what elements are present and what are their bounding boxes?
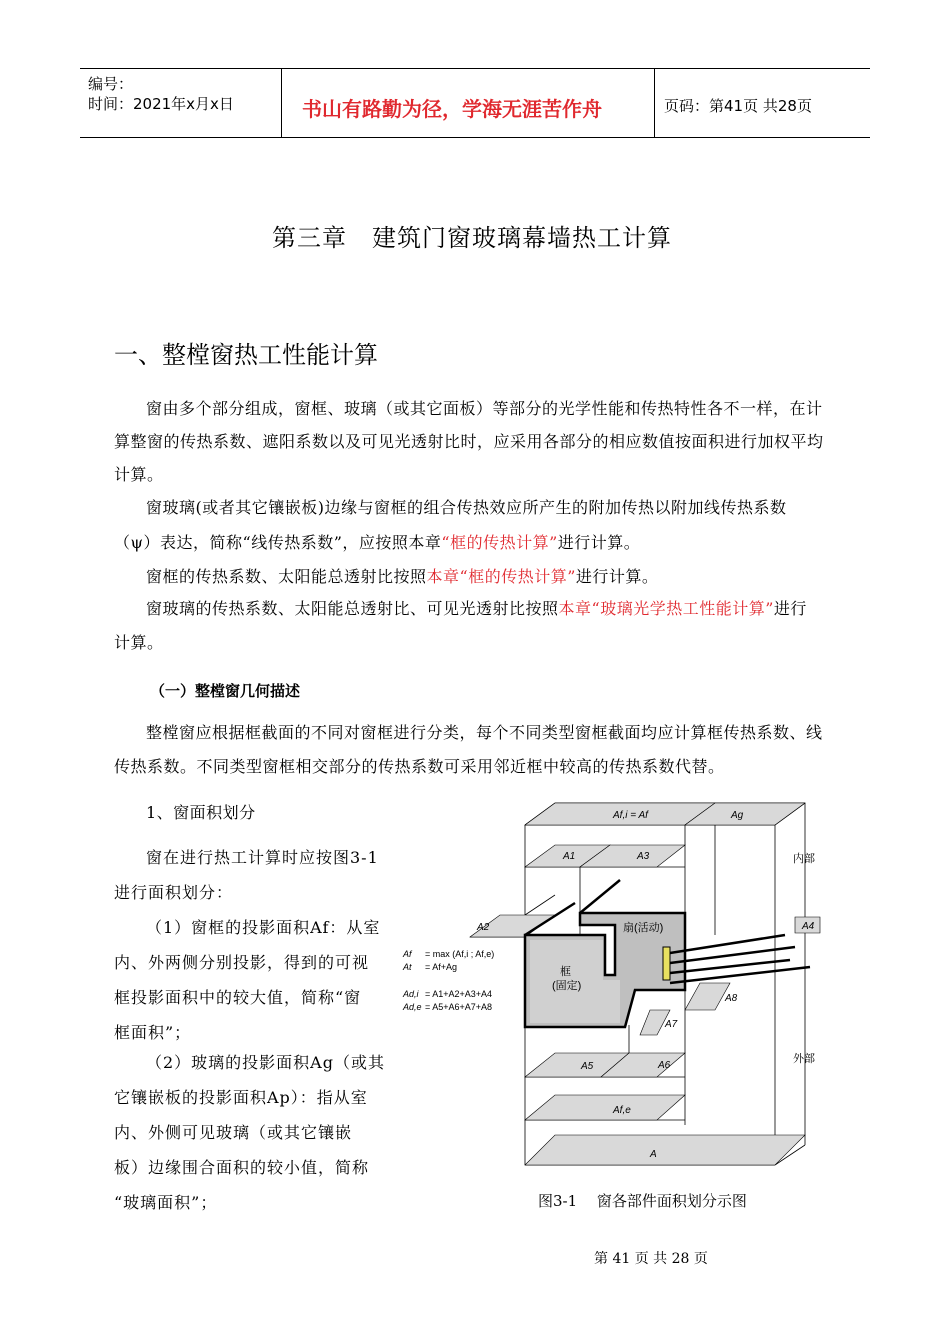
paragraph-line [146,592,807,625]
label-a8: A8 [725,993,738,1004]
time-label: 时间：2021年x月x日 [88,95,234,113]
paragraph-line: 算整窗的传热系数、遮阳系数以及可见光透射比时，应采用各部分的相应数值按面积进行加权平均 [114,432,824,451]
paragraph-text: 进行 [773,599,807,618]
paragraph-line: 计算。 [114,465,164,484]
label-a4: A4 [802,921,815,932]
left-column-line: （1）窗框的投影面积Af：从室 [146,918,381,937]
label-inside: 内部 [793,853,815,865]
section-title: 一、整樘窗热工性能计算 [114,341,378,369]
eq3-right: = A1+A2+A3+A4 [425,989,493,999]
label-a6: A6 [658,1060,671,1071]
left-column-line: （2）玻璃的投影面积Ag（或其 [146,1053,385,1072]
label-a7: A7 [665,1019,678,1030]
eq4-left: Ad,e [403,1002,422,1012]
paragraph-text: 进行计算。 [557,533,641,552]
frame-section [525,880,810,1027]
eq2-left: At [403,962,412,972]
eq4-right: = A5+A6+A7+A8 [425,1002,493,1012]
paragraph-line: 窗由多个部分组成，窗框、玻璃（或其它面板）等部分的光学性能和传热特性各不一样，在计 [146,399,823,418]
figure-caption: 图3-1 窗各部件面积划分示图 [538,1192,747,1210]
page-footer: 第 41 页 共 28 页 [594,1251,708,1267]
left-column-line: 进行面积划分： [114,883,234,902]
header-table [80,68,870,138]
paragraph-line [114,526,640,559]
label-afi: Af,i = Af [613,810,648,821]
eq3-left: Ad,i [403,989,419,999]
paragraph-line: 窗玻璃(或者其它镶嵌板)边缘与窗框的组合传热效应所产生的附加传热以附加线传热系数 [146,498,787,517]
motto: 书山有路勤为径，学海无涯苦作舟 [302,97,602,121]
label-afe: Af,e [613,1105,631,1116]
left-column-line: 框投影面积中的较大值，简称“窗 [114,988,362,1007]
left-column-line: 板）边缘围合面积的较小值，简称 [114,1158,370,1177]
red-reference: 本章“玻璃光学热工性能计算” [558,599,774,618]
label-outside: 外部 [793,1053,815,1065]
paragraph-text: 窗玻璃的传热系数、太阳能总透射比、可见光透射比按照 [146,599,559,618]
paragraph-line: 计算。 [114,633,164,652]
label-a1: A1 [563,851,576,862]
label-frame-fixed: (固定) [552,980,582,992]
left-column-line: 框面积”； [114,1023,192,1042]
header-divider [281,69,282,137]
label-ag: Ag [731,810,744,821]
left-column-line: 它镶嵌板的投影面积Ap）：指从室 [114,1088,368,1107]
label-a2: A2 [477,922,490,933]
left-column-line: 窗在进行热工计算时应按图3-1 [146,848,379,867]
subsection-title: （一）整樘窗几何描述 [150,682,301,700]
left-column-line: 内、外两侧分别投影，得到的可视 [114,953,370,972]
window-area-diagram [395,795,825,1180]
chapter-title: 第三章 建筑门窗玻璃幕墙热工计算 [272,224,672,252]
eq1-right: = max (Af,i ; Af,e) [425,949,495,959]
label-a3: A3 [637,851,650,862]
paragraph-text: 窗框的传热系数、太阳能总透射比按照 [146,567,427,586]
paragraph-text: （ψ）表达，简称“线传热系数”，应按照本章 [114,533,442,552]
red-reference: 本章“框的传热计算” [426,567,576,586]
label-frame: 框 [560,966,571,978]
red-reference: “框的传热计算” [441,533,558,552]
label-a: A [650,1149,657,1160]
eq2-right: = Af+Ag [425,962,458,972]
left-column-line: “玻璃面积”； [114,1193,218,1212]
paragraph-line [146,560,658,593]
eq1-left: Af [403,949,412,959]
label-a5: A5 [581,1061,594,1072]
paragraph-text: 进行计算。 [575,567,659,586]
header-divider [654,69,655,137]
label-sash: 扇(活动) [623,922,664,934]
left-column-line: 内、外侧可见玻璃（或其它镶嵌 [114,1123,353,1142]
paragraph-line: 整樘窗应根据框截面的不同对窗框进行分类，每个不同类型窗框截面均应计算框传热系数、线 [146,723,823,742]
item-title: 1、窗面积划分 [146,803,256,822]
paragraph-line: 传热系数。不同类型窗框相交部分的传热系数可采用邻近框中较高的传热系数代替。 [114,757,725,776]
page-label: 页码：第41页 共28页 [664,97,812,115]
number-label: 编号： [88,75,134,93]
